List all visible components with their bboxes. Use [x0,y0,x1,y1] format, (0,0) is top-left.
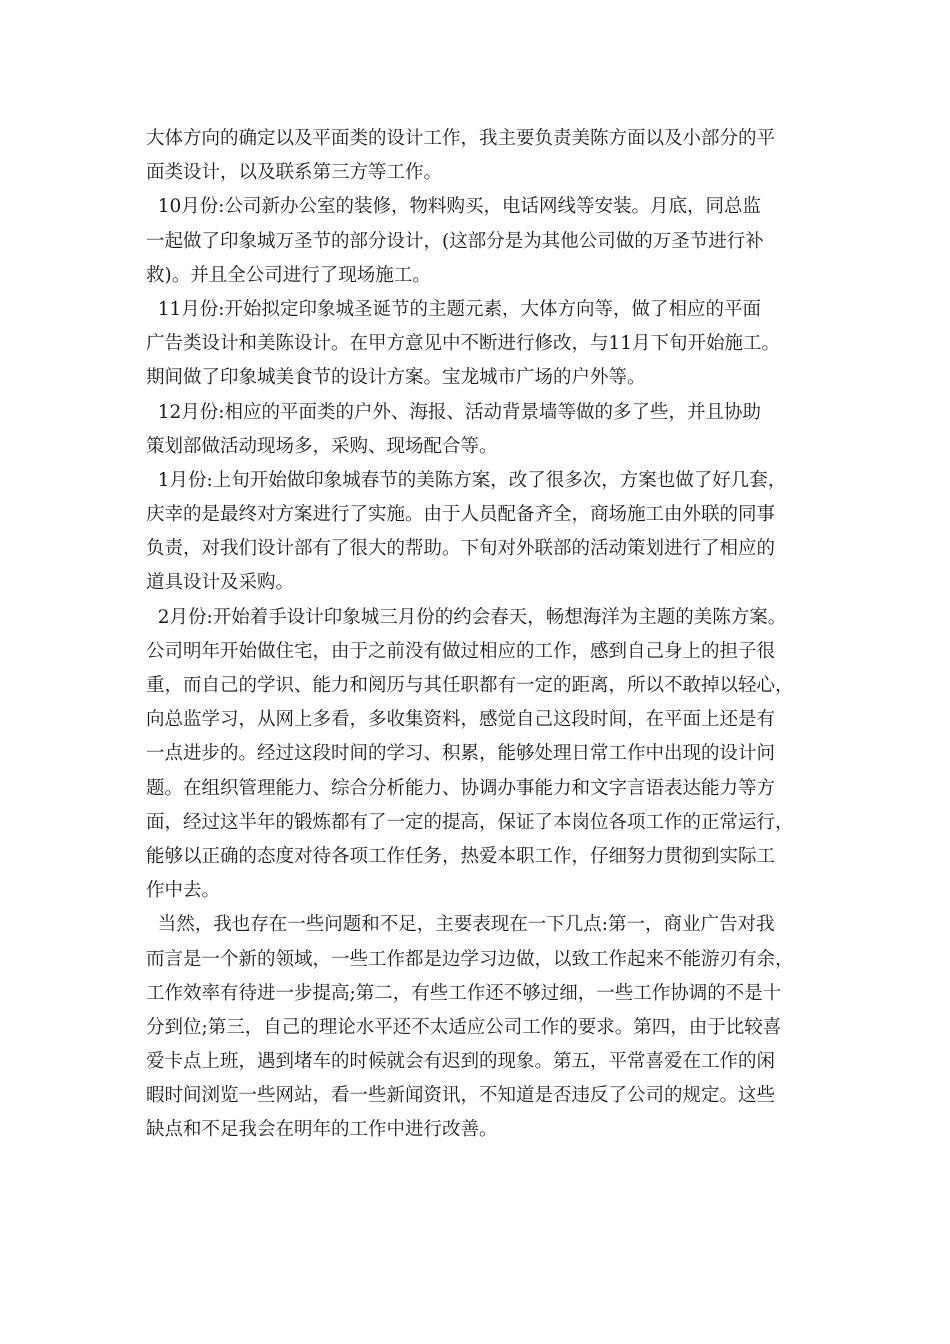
text-line: 庆幸的是最终对方案进行了实施。由于人员配备齐全，商场施工由外联的同事 [146,504,776,526]
text-line: 11月份:开始拟定印象城圣诞节的主题元素，大体方向等，做了相应的平面 [146,298,762,320]
text-line: 工作效率有待进一步提高;第二，有些工作还不够过细，一些工作协调的不是十 [146,982,782,1004]
text-line: 公司明年开始做住宅，由于之前没有做过相应的工作，感到自己身上的担子很 [146,640,776,662]
text-line: 2月份:开始着手设计印象城三月份的约会春天，畅想海洋为主题的美陈方案。 [146,606,787,628]
text-line: 大体方向的确定以及平面类的设计工作，我主要负责美陈方面以及小部分的平 [146,128,776,149]
text-line: 能够以正确的态度对待各项工作任务，热爱本职工作，仔细努力贯彻到实际工 [146,845,776,867]
text-line: 爱卡点上班，遇到堵车的时候就会有迟到的现象。第五，平常喜爱在工作的闲 [146,1051,776,1073]
text-line: 向总监学习，从网上多看，多收集资料，感觉自己这段时间，在平面上还是有 [146,709,776,731]
text-line: 道具设计及采购。 [146,572,295,594]
text-line: 期间做了印象城美食节的设计方案。宝龙城市广场的户外等。 [146,367,646,389]
text-line: 面类设计，以及联系第三方等工作。 [146,162,443,184]
document-page [146,122,808,1148]
text-line: 一起做了印象城万圣节的部分设计，(这部分是为其他公司做的万圣节进行补 [146,230,764,252]
text-line: 1月份:上旬开始做印象城春节的美陈方案，改了很多次，方案也做了好几套， [146,469,787,491]
text-line: 一点进步的。经过这段时间的学习、积累，能够处理日常工作中出现的设计问 [146,743,776,765]
paragraph-january [146,464,808,601]
paragraph-october [146,190,808,293]
paragraph-intro [146,122,808,190]
text-line: 而言是一个新的领域，一些工作都是边学习边做，以致工作起来不能游刃有余， [146,948,794,970]
paragraph-shortcomings [146,908,808,1147]
text-line: 重，而自己的学识、能力和阅历与其任职都有一定的距离，所以不敢掉以轻心， [146,675,794,696]
text-line: 广告类设计和美陈设计。在甲方意见中不断进行修改，与11月下旬开始施工。 [146,333,781,355]
text-line: 暇时间浏览一些网站，看一些新闻资讯，不知道是否违反了公司的规定。这些 [146,1085,776,1107]
text-line: 当然，我也存在一些问题和不足，主要表现在一下几点:第一，商业广告对我 [146,914,775,936]
text-line: 缺点和不足我会在明年的工作中进行改善。 [146,1119,498,1141]
text-line: 10月份:公司新办公室的装修，物料购买，电话网线等安装。月底，同总监 [146,196,762,218]
text-line: 负责，对我们设计部有了很大的帮助。下旬对外联部的活动策划进行了相应的 [146,538,776,560]
text-line: 题。在组织管理能力、综合分析能力、协调办事能力和文字言语表达能力等方 [146,777,776,799]
paragraph-december [146,396,808,464]
text-line: 作中去。 [146,880,221,902]
text-line: 分到位;第三，自己的理论水平还不太适应公司工作的要求。第四，由于比较喜 [146,1016,782,1038]
paragraph-november [146,293,808,396]
paragraph-february [146,601,808,909]
text-line: 12月份:相应的平面类的户外、海报、活动背景墙等做的多了些，并且协助 [146,401,762,423]
text-line: 面，经过这半年的锻炼都有了一定的提高，保证了本岗位各项工作的正常运行， [146,811,794,833]
text-line: 策划部做活动现场多，采购、现场配合等。 [146,435,498,457]
text-line: 救)。并且全公司进行了现场施工。 [146,264,431,286]
